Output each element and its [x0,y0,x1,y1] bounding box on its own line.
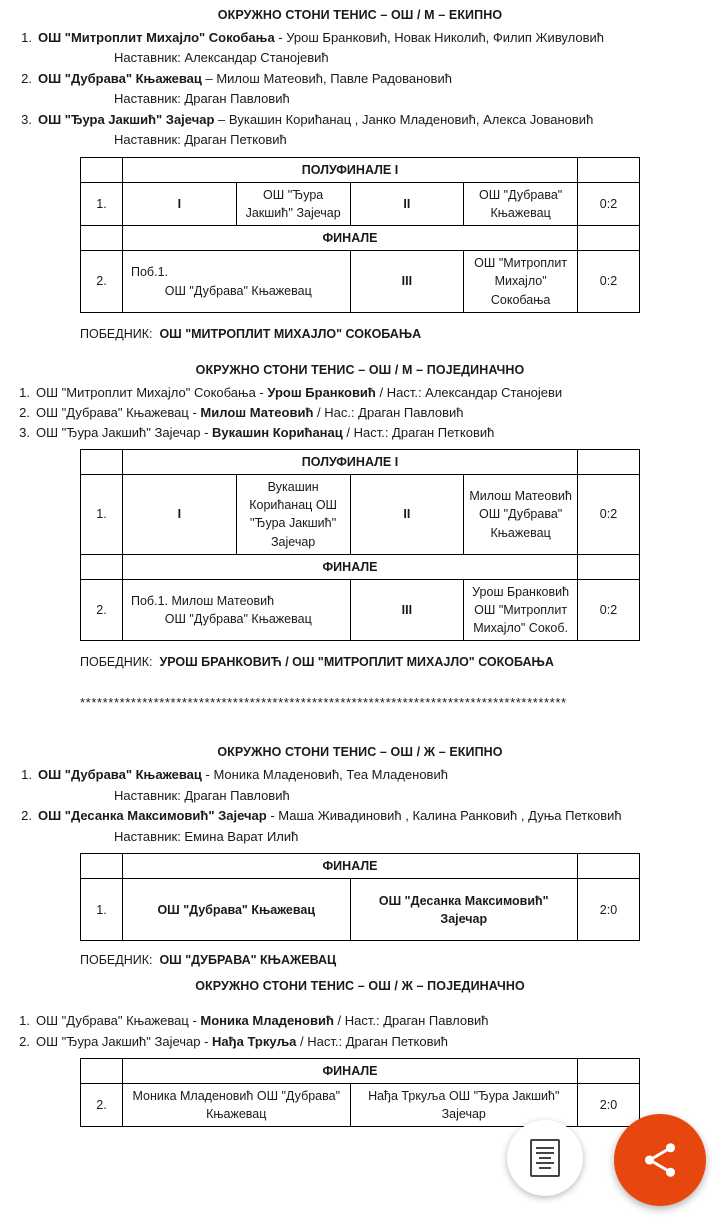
school-label: ОШ "Ђура Јакшић" Зајечар [441,1088,560,1122]
player-label: Моника Младеновић [132,1088,254,1103]
school-name: ОШ "Дубрава" Књажевац - [36,404,201,420]
list-item-text [36,383,706,403]
list-item [12,403,706,423]
section-title-team-boys: ОКРУЖНО СТОНИ ТЕНИС – ОШ / М – ЕКИПНО [217,8,503,22]
match-roman-left: I [123,182,237,225]
player-label: Урош Бранковић [472,584,570,599]
coach-ref: / Нас.: Драган Павловић [313,404,464,420]
match-team-right [464,182,578,225]
list-item [12,1032,706,1052]
row-index: 1. [81,182,123,225]
player-name: Нађа Тркуља [212,1033,297,1049]
match-player-left [123,579,351,640]
school-label: ОШ "Дубрава" Књажевац [479,507,563,540]
team-label: ОШ "Дубрава" Књажевац [164,283,312,298]
section-title-individual-girls: ОКРУЖНО СТОНИ ТЕНИС – ОШ / Ж – ПОЈЕДИНАЧНО [195,979,525,994]
team-label-2: Зајечар [440,911,488,926]
list-item-number: 1. [19,384,30,400]
table-row [81,475,640,555]
list-item-text [38,110,706,130]
player-label: Нађа Тркуља [368,1088,446,1103]
player-name: Милош Матеовић [200,404,314,420]
match-score: 0:2 [578,579,640,640]
coach-line: Наставник: Александар Станојевић [114,50,329,66]
match-roman-right: II [350,182,464,225]
team-name: ОШ "Десанка Максимовић" Зајечар [38,808,267,824]
list-item [14,69,706,89]
winner-value: ОШ "МИТРОПЛИТ МИХАЈЛО" СОКОБАЊА [159,326,422,341]
match-player-right [464,475,578,555]
list-item-text [36,403,706,423]
list-item-number: 2. [19,1033,30,1049]
team-label: ОШ "Митроплит Михајло" [474,256,568,289]
table-row [81,854,640,879]
bracket-table-individual-boys [80,449,640,641]
winner-line [80,953,706,967]
team-players: - Моника Младеновић, Теа Младеновић [201,767,448,783]
table-row [81,226,640,251]
section-title-team-girls: ОКРУЖНО СТОНИ ТЕНИС – ОШ / Ж – ЕКИПНО [217,745,503,760]
winner-line [80,655,706,669]
document-fab-button[interactable] [507,1120,583,1196]
match-player-left [123,1083,351,1126]
school-name: ОШ "Дубрава" Књажевац - [36,1013,201,1029]
team-name: ОШ "Ђура Јакшић" Зајечар [38,111,215,127]
table-row [81,251,640,312]
table-row [81,450,640,475]
row-index: 2. [81,251,123,312]
list-item [12,423,706,443]
school-label-2: Сокоб. [528,621,568,636]
winner-label: ПОБЕДНИК: [80,655,153,670]
table-row [81,579,640,640]
list-item-text [36,1032,706,1052]
list-item [12,383,706,403]
list-item-text [36,1011,706,1031]
team-players: – Вукашин Корићанац , Јанко Младеновић, Алекса Јовановић [214,111,594,127]
school-name: ОШ "Митроплит Михајло" Сокобања - [36,384,268,400]
bracket-table-team-girls [80,853,640,941]
list-item-number: 2. [21,70,32,86]
list-item-number: 1. [19,1013,30,1029]
match-roman-left: I [123,475,237,555]
document-icon [530,1139,560,1177]
row-index: 2. [81,579,123,640]
bracket-table-individual-girls [80,1058,640,1127]
team-label: ОШ "Десанка Максимовић" [378,893,549,908]
round-header: ФИНАЛЕ [123,226,578,251]
round-header: ФИНАЛЕ [123,854,578,879]
match-player-right [464,579,578,640]
qualifier-label: Поб.1. Милош Матеовић [131,593,275,608]
match-team-left [123,251,351,312]
row-index: 1. [81,879,123,941]
match-score: 0:2 [578,475,640,555]
coach-line: Наставник: Драган Павловић [114,787,290,803]
table-row [81,182,640,225]
coach-ref: / Наст.: Драган Павловић [333,1013,489,1029]
list-item-number: 3. [21,111,32,127]
match-team-right [464,251,578,312]
row-index: 2. [81,1083,123,1126]
winner-value: ОШ "ДУБРАВА" КЊАЖЕВАЦ [159,953,337,968]
list-item [14,765,706,785]
list-item-text [38,765,706,785]
player-label: Вукашин Корићанац [249,480,319,513]
player-name: Вукашин Корићанац [212,424,343,440]
table-row [81,157,640,182]
round-header: ФИНАЛЕ [123,554,578,579]
team-players: - Урош Бранковић, Новак Николић, Филип Живуловић [274,30,605,45]
school-label: ОШ "Дубрава" Књажевац [206,1088,341,1122]
coach-line: Наставник: Драган Павловић [114,91,290,107]
table-row [81,554,640,579]
separator-line: ************************************************************************************** [80,695,567,711]
school-label: ОШ "Дубрава" Књажевац [164,612,312,627]
team-players: – Милош Матеовић, Павле Радовановић [201,70,452,86]
list-item-text [36,423,706,443]
table-row [81,1058,640,1083]
winner-label: ПОБЕДНИК: [80,326,153,341]
list-item [14,28,706,48]
bracket-table-team-boys [80,157,640,313]
school-label: ОШ ''Ђура Јакшић'' Зајечар [249,498,337,549]
winner-label: ПОБЕДНИК: [80,953,153,968]
school-label: ОШ "Митроплит Михајло" [473,602,568,636]
coach-line: Наставник: Драган Петковић [114,132,287,148]
team-players: - Маша Живадиновић , Калина Ранковић , Дуња Петковић [266,808,622,824]
coach-ref: / Наст.: Драган Петковић [296,1033,449,1049]
share-fab-button[interactable] [614,1114,706,1206]
list-item-number: 2. [19,404,30,420]
list-item [14,806,706,826]
player-name: Моника Младеновић [200,1013,334,1029]
section-title-individual-boys: ОКРУЖНО СТОНИ ТЕНИС – ОШ / М – ПОЈЕДИНАЧНО [195,362,525,377]
match-team-right [350,879,578,941]
team-label: ОШ ''Ђура Јакшић'' Зајечар [245,187,341,221]
team-label: ОШ "Дубрава" Књажевац [479,187,563,221]
team-label: ОШ "Дубрава" Књажевац [157,902,316,917]
team-name: ОШ "Митроплит Михајло" Сокобања [38,30,275,45]
coach-ref: / Наст.: Драган Петковић [342,424,495,440]
coach-ref: / Наст.: Александар Станојеви [375,384,563,400]
winner-value: УРОШ БРАНКОВИЋ / ОШ "МИТРОПЛИТ МИХАЈЛО" СОКОБАЊА [159,655,554,670]
player-name: Урош Бранковић [267,384,376,400]
list-item [12,1011,706,1031]
list-item-number: 2. [21,808,32,824]
qualifier-label: Поб.1. [131,265,168,280]
match-score: 2:0 [578,1083,640,1126]
match-roman-right: III [350,579,464,640]
share-icon [639,1139,681,1181]
match-team-left [236,182,350,225]
list-item-number: 1. [21,767,32,783]
match-score: 0:2 [578,251,640,312]
list-item-number: 1. [21,30,32,45]
match-roman-right: III [350,251,464,312]
list-item [14,110,706,130]
table-row [81,879,640,941]
team-label-2: Сокобања [490,292,551,307]
school-name: ОШ "Ђура Јакшић" Зајечар - [36,1033,213,1049]
team-name: ОШ "Дубрава" Књажевац [38,70,202,86]
school-name: ОШ "Ђура Јакшић" Зајечар - [36,424,213,440]
coach-line: Наставник: Емина Варат Илић [114,828,299,844]
list-item-text [38,69,706,89]
winner-line [80,327,706,341]
match-team-left [123,879,351,941]
list-item-number: 3. [19,424,30,440]
round-header: ПОЛУФИНАЛЕ I [123,450,578,475]
team-name: ОШ "Дубрава" Књажевац [38,767,202,783]
round-header: ФИНАЛЕ [123,1058,578,1083]
table-row [81,1083,640,1126]
match-score: 2:0 [578,879,640,941]
round-header: ПОЛУФИНАЛЕ I [123,157,578,182]
match-player-left [236,475,350,555]
match-score: 0:2 [578,182,640,225]
player-label: Милош Матеовић [469,489,572,504]
match-roman-right: II [350,475,464,555]
list-item-text [38,806,706,826]
row-index: 1. [81,475,123,555]
list-item-text [38,28,706,48]
